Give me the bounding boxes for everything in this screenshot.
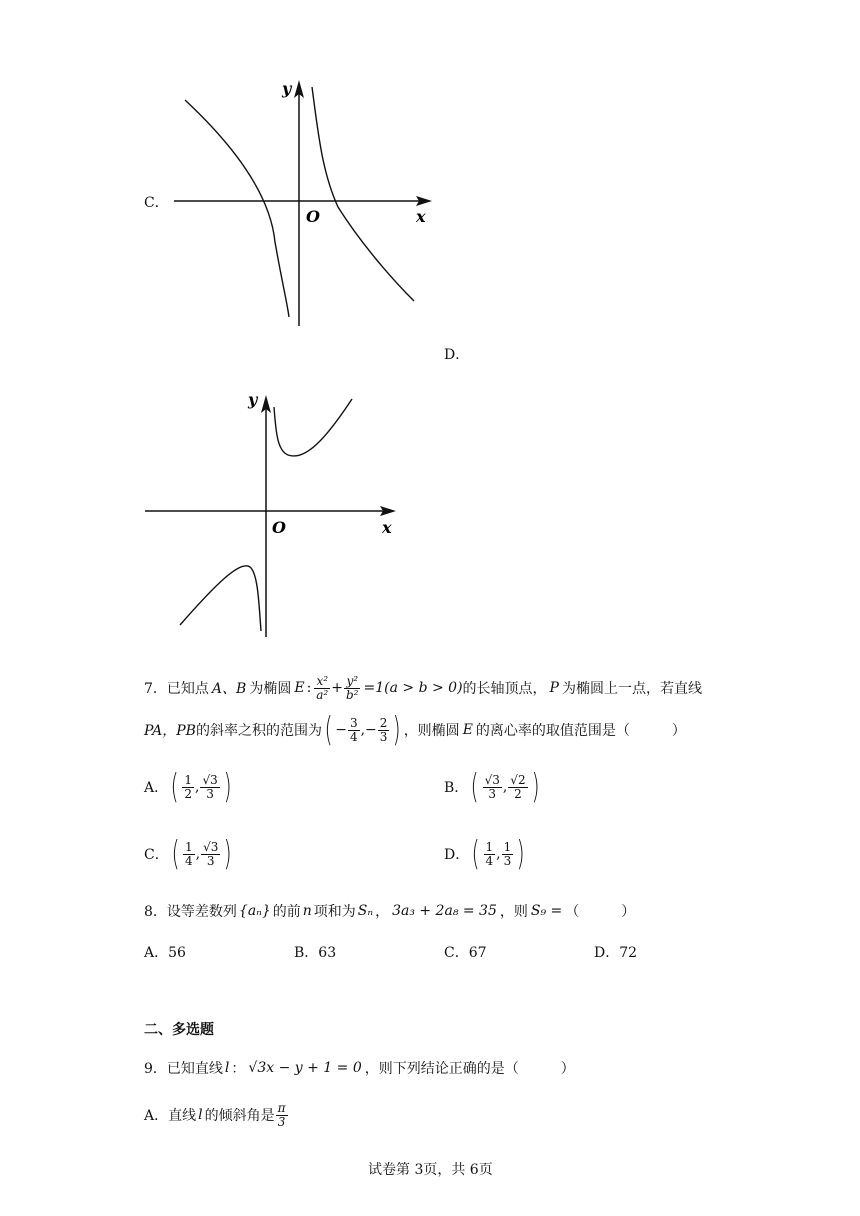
q8-text: 设等差数列 <box>166 904 237 920</box>
option-text: 直线 <box>168 1108 197 1124</box>
q7-line2: PA，PB 的斜率之积的范围为 ( − $\frac{3}{4}$ ,− $\frac{2}{3}$ ) ，则椭圆 E 的离心率的取值范围是（ ） <box>144 710 686 750</box>
curve-upper-branch <box>274 399 352 456</box>
q7-point-p: P <box>549 680 559 696</box>
q7-option-b[interactable]: B． ( $\frac{√3}{3}$ , $\frac{√2}{2}$ ) <box>444 767 540 807</box>
origin-label: O <box>272 518 286 537</box>
q9-equation: √3x − y + 1 = 0 <box>248 1060 362 1076</box>
option-value: 63 <box>318 945 337 961</box>
q8-s9: S₉ = <box>530 903 563 919</box>
page-footer: 试卷第 3页，共 6页 <box>368 1162 493 1178</box>
q8-option-d[interactable] <box>594 942 637 962</box>
q7-line1: 7． 已知点 A、B 为椭圆 E : $\frac{\text{x²}}{\text{a²}}$ + $\frac{\text{y²}}{\text{b²}}$ = 1(a > b > 0) 的长轴顶点， P 为椭圆上一点，若直线 <box>144 673 702 702</box>
option-c-label: C． <box>144 195 169 211</box>
option-d-label: D． <box>444 347 470 363</box>
q8-option-c[interactable] <box>444 942 487 962</box>
q7-condition: 1(a > b > 0) <box>375 680 463 696</box>
q8-text: 的前 <box>272 904 301 920</box>
q7-ellipse-name: E <box>294 680 305 696</box>
q7-option-a[interactable]: A． ( $\frac{1}{2}$ , $\frac{√3}{3}$ ) <box>144 767 232 807</box>
q7-points: A、B <box>211 681 247 697</box>
q9-option-a[interactable] <box>144 1095 289 1135</box>
origin-label: O <box>306 207 320 226</box>
option-label: C． <box>444 945 469 961</box>
option-label: A． <box>144 945 169 961</box>
graph-option-d <box>140 385 410 645</box>
q8-option-a[interactable] <box>144 942 186 962</box>
y-axis-label: y <box>248 390 258 409</box>
q9-text: ，则下列结论正确的是（ ） <box>364 1061 575 1077</box>
q8-text: （ ） <box>565 904 636 920</box>
curve-right-branch <box>312 87 414 301</box>
q9-text: ： <box>231 1061 246 1077</box>
q7-text: ，则椭圆 <box>403 723 460 739</box>
q9-stem <box>144 1057 575 1079</box>
option-text: 的倾斜角是 <box>204 1108 275 1124</box>
q7-text: 已知点 <box>166 681 209 697</box>
option-label: B． <box>444 780 469 796</box>
q8-text: 项和为 <box>313 904 356 920</box>
q8-sn: Sₙ <box>357 903 374 919</box>
q7-text: 的斜率之积的范围为 <box>195 723 322 739</box>
q9-line-l: l <box>224 1060 230 1076</box>
q7-frac-y: $\frac{\text{y²}}{\text{b²}}$ <box>345 673 359 702</box>
option-label: B． <box>294 945 319 961</box>
q8-text: ， <box>375 904 390 920</box>
q9-text: 已知直线 <box>166 1061 223 1077</box>
option-line-l: l <box>198 1107 203 1123</box>
x-axis-label: x <box>382 518 392 537</box>
q8-stem <box>144 900 635 922</box>
option-value: 56 <box>168 945 186 961</box>
option-label: D． <box>444 847 470 863</box>
y-axis-label: y <box>282 79 292 98</box>
q7-lines: PA，PB <box>144 723 196 739</box>
q8-sequence: {aₙ} <box>238 903 271 919</box>
q7-text: 为椭圆上一点，若直线 <box>561 681 702 697</box>
option-label: A． <box>144 780 169 796</box>
option-fraction: $\frac{\pi}{3}$ <box>277 1100 286 1129</box>
q7-option-d[interactable]: D． ( $\frac{1}{4}$ , $\frac{1}{3}$ ) <box>444 834 525 874</box>
q7-text: 为椭圆 <box>249 681 292 697</box>
q7-frac-x: $\frac{\text{x²}}{\text{a²}}$ <box>316 673 329 702</box>
q7-text: 的离心率的取值范围是（ ） <box>475 723 686 739</box>
option-label: C． <box>144 847 169 863</box>
graph-option-c <box>160 72 460 332</box>
q7-ellipse-name: E <box>462 722 473 738</box>
section-title: 二、多选题 <box>144 1022 214 1038</box>
q7-option-c[interactable]: C． ( $\frac{1}{4}$ , $\frac{√3}{3}$ ) <box>144 834 232 874</box>
q9-number: 9． <box>144 1061 167 1077</box>
q7-text: 的长轴顶点， <box>462 681 547 697</box>
q8-option-b[interactable] <box>294 942 336 962</box>
curve-left-branch <box>185 100 289 317</box>
q8-text: ，则 <box>499 904 528 920</box>
option-value: 67 <box>468 945 487 961</box>
option-label: D． <box>594 945 620 961</box>
q8-number: 8． <box>144 904 167 920</box>
curve-lower-branch <box>180 566 261 631</box>
q8-n: n <box>302 903 312 919</box>
x-axis-label: x <box>416 207 426 226</box>
option-label: A． <box>144 1108 169 1124</box>
q7-number: 7． <box>144 681 167 697</box>
q8-equation: 3a₃ + 2a₈ = 35 <box>392 903 497 919</box>
option-value: 72 <box>619 945 638 961</box>
